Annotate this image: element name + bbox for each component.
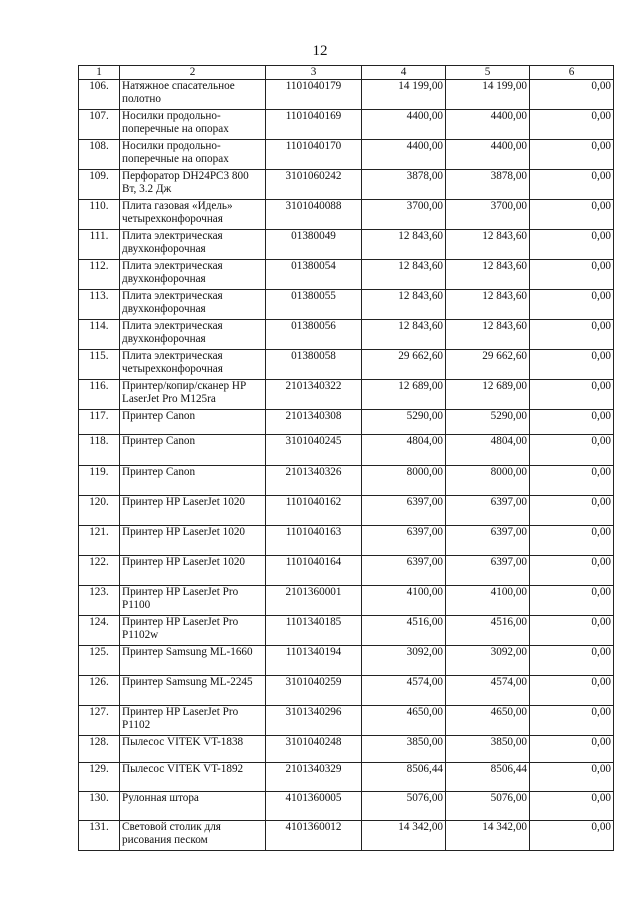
table-row [79,526,614,556]
table-row [79,736,614,763]
residual-value-cell: 0,00 [530,170,614,200]
table-row [79,80,614,110]
residual-value-cell: 0,00 [530,435,614,466]
table-row [79,556,614,586]
inventory-code-cell: 2101340322 [266,380,362,410]
row-number-cell: 131. [79,821,120,851]
inventory-table-body [79,66,614,851]
depreciation-cell: 3700,00 [446,200,530,230]
book-value-cell: 4650,00 [362,706,446,736]
row-number-cell: 112. [79,260,120,290]
table-row [79,350,614,380]
inventory-code-cell: 01380056 [266,320,362,350]
book-value-cell: 3878,00 [362,170,446,200]
table-row [79,706,614,736]
book-value-cell: 3850,00 [362,736,446,763]
table-row [79,586,614,616]
item-name-cell: Принтер HP LaserJet Pro P1102 [120,706,266,736]
residual-value-cell: 0,00 [530,736,614,763]
table-row [79,140,614,170]
item-name-cell: Принтер Canon [120,435,266,466]
item-name-cell: Рулонная штора [120,792,266,821]
inventory-code-cell: 1101040169 [266,110,362,140]
depreciation-cell: 4650,00 [446,706,530,736]
table-row [79,410,614,435]
item-name-cell: Принтер HP LaserJet 1020 [120,526,266,556]
table-row [79,616,614,646]
residual-value-cell: 0,00 [530,586,614,616]
row-number-cell: 117. [79,410,120,435]
item-name-cell: Носилки продольно-поперечные на опорах [120,140,266,170]
book-value-cell: 12 843,60 [362,290,446,320]
row-number-cell: 114. [79,320,120,350]
row-number-cell: 123. [79,586,120,616]
table-row [79,676,614,706]
depreciation-cell: 6397,00 [446,556,530,586]
row-number-cell: 126. [79,676,120,706]
row-number-cell: 118. [79,435,120,466]
item-name-cell: Плита электрическая двухконфорочная [120,290,266,320]
table-row [79,380,614,410]
depreciation-cell: 4400,00 [446,140,530,170]
item-name-cell: Принтер HP LaserJet 1020 [120,496,266,526]
depreciation-cell: 14 342,00 [446,821,530,851]
residual-value-cell: 0,00 [530,763,614,792]
inventory-code-cell: 4101360005 [266,792,362,821]
table-row [79,763,614,792]
depreciation-cell: 12 843,60 [446,260,530,290]
depreciation-cell: 12 689,00 [446,380,530,410]
table-row [79,792,614,821]
row-number-cell: 121. [79,526,120,556]
book-value-cell: 5076,00 [362,792,446,821]
depreciation-cell: 4804,00 [446,435,530,466]
page-number: 12 [312,43,328,59]
row-number-cell: 119. [79,466,120,496]
item-name-cell: Плита газовая «Идель» четырехконфорочная [120,200,266,230]
depreciation-cell: 5290,00 [446,410,530,435]
depreciation-cell: 4516,00 [446,616,530,646]
item-name-cell: Перфоратор DH24PC3 800 Вт, 3.2 Дж [120,170,266,200]
item-name-cell: Плита электрическая четырехконфорочная [120,350,266,380]
inventory-code-cell: 3101060242 [266,170,362,200]
depreciation-cell: 4400,00 [446,110,530,140]
inventory-code-cell: 3101040088 [266,200,362,230]
residual-value-cell: 0,00 [530,230,614,260]
depreciation-cell: 6397,00 [446,496,530,526]
residual-value-cell: 0,00 [530,792,614,821]
inventory-code-cell: 2101340326 [266,466,362,496]
inventory-code-cell: 1101040179 [266,80,362,110]
inventory-code-cell: 1101040170 [266,140,362,170]
residual-value-cell: 0,00 [530,350,614,380]
row-number-cell: 130. [79,792,120,821]
depreciation-cell: 12 843,60 [446,320,530,350]
residual-value-cell: 0,00 [530,200,614,230]
item-name-cell: Принтер/копир/сканер HP LaserJet Pro M125ra [120,380,266,410]
inventory-code-cell: 1101040162 [266,496,362,526]
book-value-cell: 4400,00 [362,140,446,170]
table-row [79,260,614,290]
item-name-cell: Пылесос VITEK VT-1838 [120,736,266,763]
header-cell-col6: 6 [530,66,614,80]
inventory-code-cell: 1101340194 [266,646,362,676]
residual-value-cell: 0,00 [530,496,614,526]
item-name-cell: Принтер Samsung ML-2245 [120,676,266,706]
row-number-cell: 108. [79,140,120,170]
inventory-code-cell: 3101040259 [266,676,362,706]
table-row [79,435,614,466]
item-name-cell: Принтер Canon [120,466,266,496]
depreciation-cell: 8000,00 [446,466,530,496]
row-number-cell: 115. [79,350,120,380]
inventory-code-cell: 01380058 [266,350,362,380]
item-name-cell: Плита электрическая двухконфорочная [120,260,266,290]
residual-value-cell: 0,00 [530,676,614,706]
table-row [79,110,614,140]
inventory-code-cell: 1101040164 [266,556,362,586]
book-value-cell: 6397,00 [362,526,446,556]
book-value-cell: 3700,00 [362,200,446,230]
row-number-cell: 113. [79,290,120,320]
book-value-cell: 12 843,60 [362,260,446,290]
depreciation-cell: 3092,00 [446,646,530,676]
inventory-code-cell: 2101340329 [266,763,362,792]
row-number-cell: 128. [79,736,120,763]
residual-value-cell: 0,00 [530,140,614,170]
table-row [79,290,614,320]
inventory-code-cell: 2101360001 [266,586,362,616]
book-value-cell: 14 199,00 [362,80,446,110]
item-name-cell: Принтер Samsung ML-1660 [120,646,266,676]
header-cell-col2: 2 [120,66,266,80]
item-name-cell: Световой столик для рисования песком [120,821,266,851]
book-value-cell: 12 843,60 [362,230,446,260]
row-number-cell: 106. [79,80,120,110]
table-row [79,320,614,350]
row-number-cell: 127. [79,706,120,736]
item-name-cell: Носилки продольно-поперечные на опорах [120,110,266,140]
residual-value-cell: 0,00 [530,646,614,676]
book-value-cell: 8000,00 [362,466,446,496]
residual-value-cell: 0,00 [530,556,614,586]
row-number-cell: 111. [79,230,120,260]
row-number-cell: 109. [79,170,120,200]
depreciation-cell: 12 843,60 [446,230,530,260]
residual-value-cell: 0,00 [530,290,614,320]
residual-value-cell: 0,00 [530,706,614,736]
inventory-table [78,65,614,851]
inventory-code-cell: 3101340296 [266,706,362,736]
item-name-cell: Принтер HP LaserJet Pro P1100 [120,586,266,616]
depreciation-cell: 6397,00 [446,526,530,556]
inventory-code-cell: 01380049 [266,230,362,260]
inventory-code-cell: 4101360012 [266,821,362,851]
depreciation-cell: 3878,00 [446,170,530,200]
book-value-cell: 5290,00 [362,410,446,435]
inventory-code-cell: 3101040248 [266,736,362,763]
depreciation-cell: 29 662,60 [446,350,530,380]
table-header-row [79,66,614,80]
table-row [79,200,614,230]
depreciation-cell: 5076,00 [446,792,530,821]
residual-value-cell: 0,00 [530,80,614,110]
book-value-cell: 6397,00 [362,496,446,526]
inventory-code-cell: 01380054 [266,260,362,290]
book-value-cell: 12 689,00 [362,380,446,410]
book-value-cell: 4400,00 [362,110,446,140]
residual-value-cell: 0,00 [530,526,614,556]
inventory-code-cell: 1101040163 [266,526,362,556]
item-name-cell: Плита электрическая двухконфорочная [120,230,266,260]
item-name-cell: Плита электрическая двухконфорочная [120,320,266,350]
header-cell-col4: 4 [362,66,446,80]
book-value-cell: 29 662,60 [362,350,446,380]
row-number-cell: 125. [79,646,120,676]
row-number-cell: 107. [79,110,120,140]
table-row [79,230,614,260]
residual-value-cell: 0,00 [530,380,614,410]
table-row [79,646,614,676]
row-number-cell: 120. [79,496,120,526]
depreciation-cell: 8506,44 [446,763,530,792]
book-value-cell: 4100,00 [362,586,446,616]
table-row [79,496,614,526]
depreciation-cell: 14 199,00 [446,80,530,110]
row-number-cell: 110. [79,200,120,230]
inventory-code-cell: 01380055 [266,290,362,320]
header-cell-col5: 5 [446,66,530,80]
item-name-cell: Натяжное спасательное полотно [120,80,266,110]
depreciation-cell: 4100,00 [446,586,530,616]
residual-value-cell: 0,00 [530,110,614,140]
item-name-cell: Пылесос VITEK VT-1892 [120,763,266,792]
row-number-cell: 124. [79,616,120,646]
residual-value-cell: 0,00 [530,260,614,290]
residual-value-cell: 0,00 [530,410,614,435]
table-row [79,466,614,496]
book-value-cell: 4516,00 [362,616,446,646]
table-row [79,170,614,200]
inventory-code-cell: 1101340185 [266,616,362,646]
header-cell-col3: 3 [266,66,362,80]
residual-value-cell: 0,00 [530,616,614,646]
book-value-cell: 6397,00 [362,556,446,586]
depreciation-cell: 4574,00 [446,676,530,706]
book-value-cell: 3092,00 [362,646,446,676]
row-number-cell: 122. [79,556,120,586]
depreciation-cell: 12 843,60 [446,290,530,320]
residual-value-cell: 0,00 [530,466,614,496]
row-number-cell: 116. [79,380,120,410]
table-row [79,821,614,851]
header-cell-col1: 1 [79,66,120,80]
book-value-cell: 14 342,00 [362,821,446,851]
inventory-code-cell: 2101340308 [266,410,362,435]
book-value-cell: 12 843,60 [362,320,446,350]
item-name-cell: Принтер Canon [120,410,266,435]
inventory-code-cell: 3101040245 [266,435,362,466]
item-name-cell: Принтер HP LaserJet 1020 [120,556,266,586]
item-name-cell: Принтер HP LaserJet Pro P1102w [120,616,266,646]
row-number-cell: 129. [79,763,120,792]
depreciation-cell: 3850,00 [446,736,530,763]
book-value-cell: 4804,00 [362,435,446,466]
residual-value-cell: 0,00 [530,320,614,350]
residual-value-cell: 0,00 [530,821,614,851]
book-value-cell: 8506,44 [362,763,446,792]
book-value-cell: 4574,00 [362,676,446,706]
